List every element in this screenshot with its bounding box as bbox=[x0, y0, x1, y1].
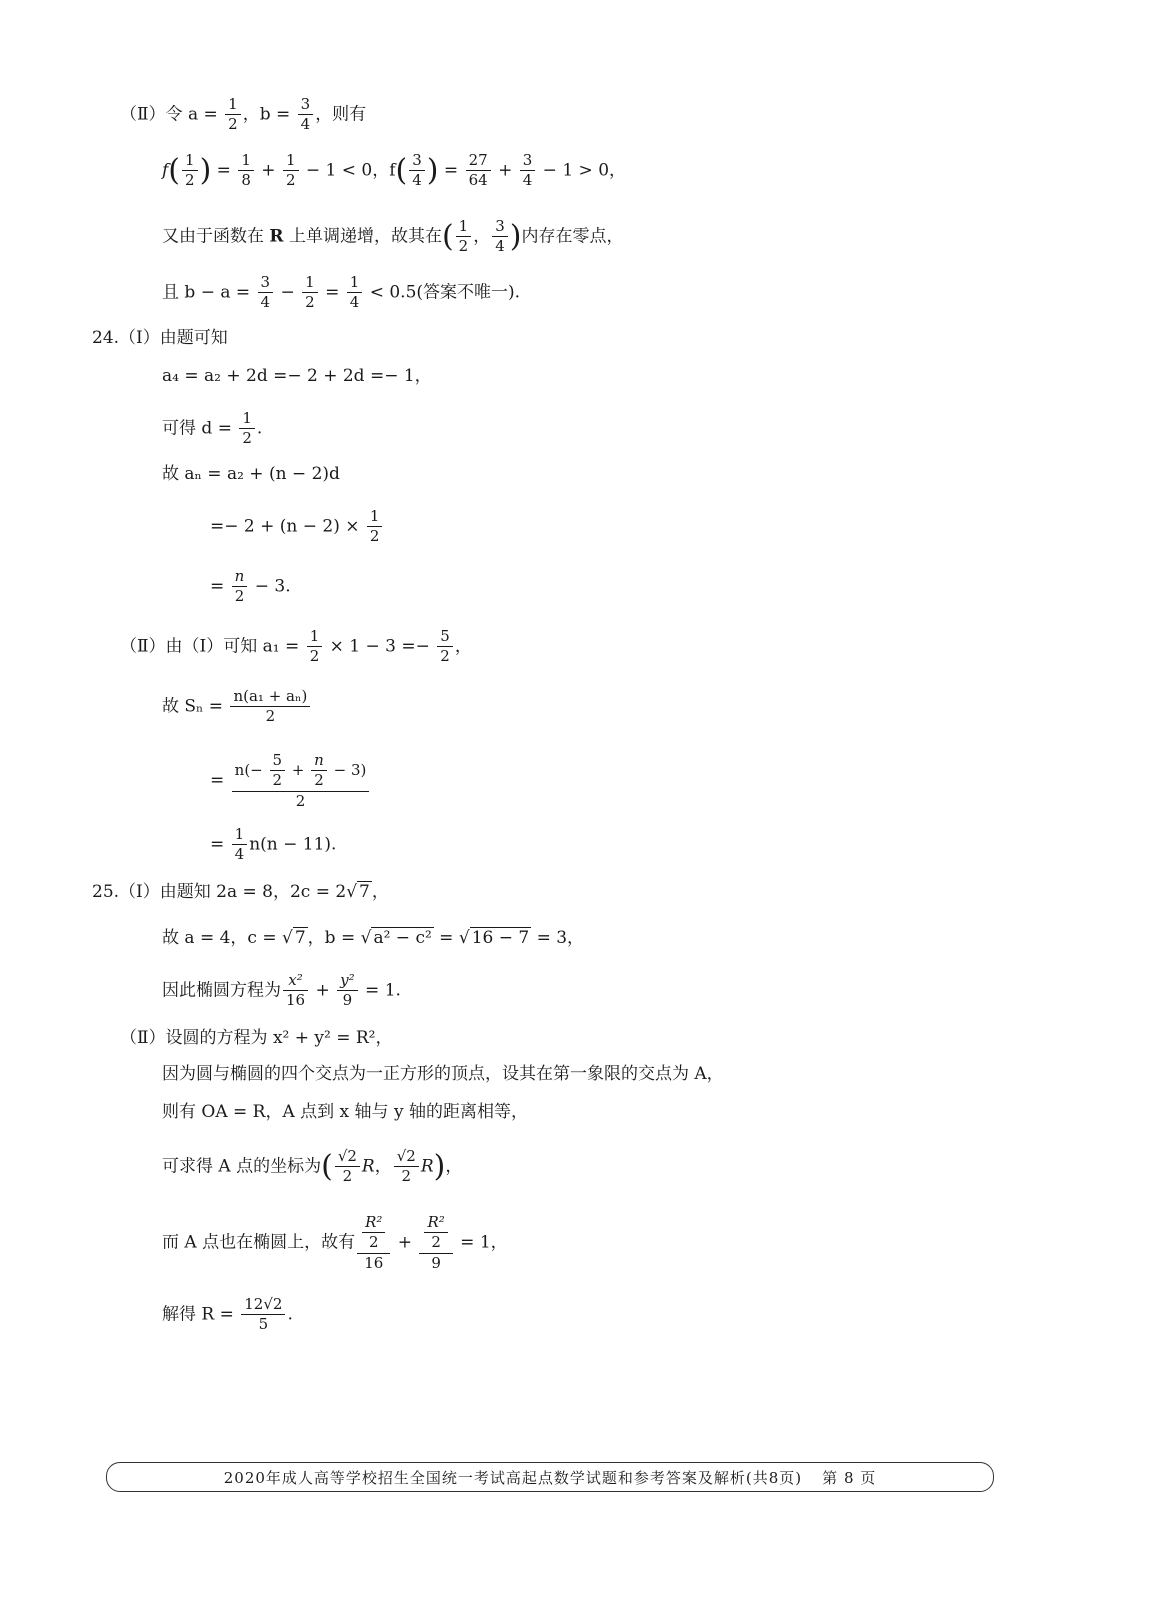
text: = bbox=[210, 576, 230, 597]
text: 且 b − a = bbox=[162, 282, 256, 303]
fraction: $\frac{1}{2}$ bbox=[367, 508, 383, 546]
q25-solve-line bbox=[162, 1296, 293, 1334]
fraction: $\frac{3}{4}$ bbox=[409, 152, 425, 190]
text: （Ⅱ）令 a = bbox=[120, 104, 224, 125]
text: × 1 − 3 =− bbox=[324, 636, 436, 657]
fraction: $\frac{3}{4}$ bbox=[520, 152, 536, 190]
text: 上单调递增，故其在 bbox=[283, 226, 442, 247]
text: =− 2 + (n − 2) × bbox=[210, 516, 365, 537]
q24-part1-heading: 24.（Ⅰ）由题可知 bbox=[92, 328, 228, 348]
sqrt: 7 bbox=[359, 882, 370, 902]
fraction: $\frac{\text{n(a₁ + aₙ)}}{2}$ bbox=[230, 688, 310, 726]
text: = 3， bbox=[531, 928, 585, 948]
fraction: $\frac{\frac{\text{R²}}{2}}{9}$ bbox=[419, 1214, 452, 1272]
fraction: $\frac{\text{x²}}{16}$ bbox=[283, 972, 308, 1010]
fraction: $\frac{√2}{2}$ bbox=[394, 1148, 419, 1186]
q24-sn-line1 bbox=[162, 688, 312, 726]
fraction: $\frac{1}{4}$ bbox=[232, 826, 248, 864]
q25-coord-line: 可求得 A 点的坐标为( $\frac{√2}{2}$ R， $\frac{√2}{2}$ R)， bbox=[162, 1147, 463, 1186]
q24-part2-line bbox=[120, 628, 472, 666]
q25-ellipse-line: 因此椭圆方程为 $\frac{\text{x²}}{16}$ + $\frac{\text{y²}}{9}$ = 1. bbox=[162, 971, 401, 1010]
text: = bbox=[438, 160, 464, 181]
q25-part2-line: （Ⅱ）设圆的方程为 x² + y² = R²， bbox=[120, 1028, 393, 1048]
fraction: $\frac{n}{2}$ bbox=[232, 568, 248, 606]
q25-oa-line: 则有 OA = R，A 点到 x 轴与 y 轴的距离相等， bbox=[162, 1102, 528, 1122]
text: n(n − 11). bbox=[249, 834, 337, 855]
fraction: $\frac{1}{2}$ bbox=[182, 152, 198, 190]
q24-an-line1: 故 aₙ = a₂ + (n − 2)d bbox=[162, 464, 340, 484]
q24-sn-line3: = $\frac{1}{4}$ n(n − 11). bbox=[210, 825, 337, 864]
text: 又由于函数在 bbox=[162, 226, 270, 247]
q24-d-line: 可得 d = $\frac{1}{2}$ . bbox=[162, 409, 263, 448]
fraction: $\frac{3}{4}$ bbox=[492, 218, 508, 256]
text: = bbox=[211, 160, 237, 181]
q25-onellipse-line: 而 A 点也在椭圆上，故有 $\frac{\frac{\text{R²}}{2}}{16}$ + $\frac{\frac{\text{R²}}{2}}{9}$ = 1， bbox=[162, 1213, 508, 1272]
fraction: $\frac{1}{2}$ bbox=[307, 628, 323, 666]
q25-square-line: 因为圆与椭圆的四个交点为一正方形的顶点，设其在第一象限的交点为 A， bbox=[162, 1064, 724, 1084]
footer-title: 2020年成人高等学校招生全国统一考试高起点数学试题和参考答案及解析(共8页) bbox=[223, 1468, 803, 1487]
text: ， bbox=[371, 882, 389, 902]
fraction: $\frac{1}{2}$ bbox=[302, 274, 318, 312]
text: 25.（Ⅰ）由题知 2a = 8，2c = 2 bbox=[92, 882, 347, 902]
fraction: $\frac{1}{4}$ bbox=[347, 274, 363, 312]
text: = bbox=[319, 282, 345, 303]
text: 故 a = 4，c = bbox=[162, 928, 282, 948]
q23-diff-line bbox=[162, 274, 520, 312]
text: ， bbox=[473, 226, 491, 247]
text: （Ⅱ）由（Ⅰ）可知 a₁ = bbox=[120, 636, 305, 657]
fraction: $\frac{1}{8}$ bbox=[238, 152, 254, 190]
text: 而 A 点也在椭圆上，故有 bbox=[162, 1232, 356, 1253]
q23-calc-line: f( $\frac{1}{2}$ ) = $\frac{1}{8}$ + $\frac{1}{2}$ − 1 < 0，f( $\frac{3}{4}$ ) = $\frac{27}{64}$ + $\frac{3}{4}$ − 1 > 0， bbox=[162, 151, 627, 190]
page-footer bbox=[106, 1462, 994, 1492]
fraction: $\frac{1}{2}$ bbox=[456, 218, 472, 256]
text: = 1. bbox=[359, 980, 401, 1001]
q25-acb-line: 故 a = 4，c = √ 7 ，b = √ a² − c² = √ 16 − 7 = 3， bbox=[162, 928, 585, 948]
fraction: $\frac{3}{4}$ bbox=[298, 96, 314, 134]
text: 可求得 A 点的坐标为 bbox=[162, 1156, 322, 1177]
fraction: $\frac{√2}{2}$ bbox=[335, 1148, 360, 1186]
text: ， bbox=[454, 636, 472, 657]
text: = 1， bbox=[454, 1232, 508, 1253]
text: 因此椭圆方程为 bbox=[162, 980, 281, 1001]
q24-an-line2 bbox=[210, 508, 384, 546]
q24-sn-line2: = n(− $\frac{5}{2}$ + $\frac{n}{2}$ − 3) 2 bbox=[210, 752, 371, 810]
fraction: $\frac{\text{y²}}{9}$ bbox=[337, 972, 358, 1010]
q24-an-line3 bbox=[210, 568, 291, 606]
text: − 3. bbox=[249, 576, 291, 597]
text: ，则有 bbox=[315, 104, 367, 125]
text: . bbox=[287, 1304, 293, 1325]
text: 故 Sₙ = bbox=[162, 696, 229, 717]
text: f bbox=[162, 160, 169, 181]
text: R bbox=[269, 226, 284, 247]
text: 解得 R = bbox=[162, 1304, 240, 1325]
fraction: $\frac{1}{2}$ bbox=[239, 410, 255, 448]
fraction: $\frac{5}{2}$ bbox=[437, 628, 453, 666]
q24-a4-line: a₄ = a₂ + 2d =− 2 + 2d =− 1， bbox=[162, 366, 432, 386]
fraction: $\frac{\frac{\text{R²}}{2}}{16}$ bbox=[357, 1214, 390, 1272]
text: + bbox=[255, 160, 281, 181]
fraction: $\frac{1}{2}$ bbox=[283, 152, 299, 190]
text: 内存在零点， bbox=[521, 226, 624, 247]
text: − bbox=[275, 282, 301, 303]
q23-part2-intro bbox=[120, 96, 366, 134]
text: < 0.5(答案不唯一). bbox=[364, 282, 521, 303]
fraction: $\frac{3}{4}$ bbox=[258, 274, 274, 312]
text: 可得 d = bbox=[162, 418, 238, 439]
text: ，b = bbox=[242, 104, 296, 125]
fraction: $\frac{12√2}{5}$ bbox=[241, 1296, 285, 1334]
text: − 1 < 0，f bbox=[300, 160, 396, 181]
q23-monotone-line: 又由于函数在 R 上单调递增，故其在( $\frac{1}{2}$ ， $\frac{3}{4}$ )内存在零点， bbox=[162, 217, 624, 256]
text: = bbox=[433, 928, 459, 948]
fraction: $\frac{1}{2}$ bbox=[225, 96, 241, 134]
q25-part1-line: 25.（Ⅰ）由题知 2a = 8，2c = 2√ 7 ， bbox=[92, 882, 389, 902]
page-number: 第 8 页 bbox=[822, 1468, 877, 1487]
text: + bbox=[492, 160, 518, 181]
text: ，b = bbox=[307, 928, 361, 948]
text: − 1 > 0， bbox=[537, 160, 627, 181]
fraction: n(− $\frac{5}{2}$ + $\frac{n}{2}$ − 3) 2 bbox=[232, 752, 370, 810]
fraction: $\frac{27}{64}$ bbox=[466, 152, 491, 190]
